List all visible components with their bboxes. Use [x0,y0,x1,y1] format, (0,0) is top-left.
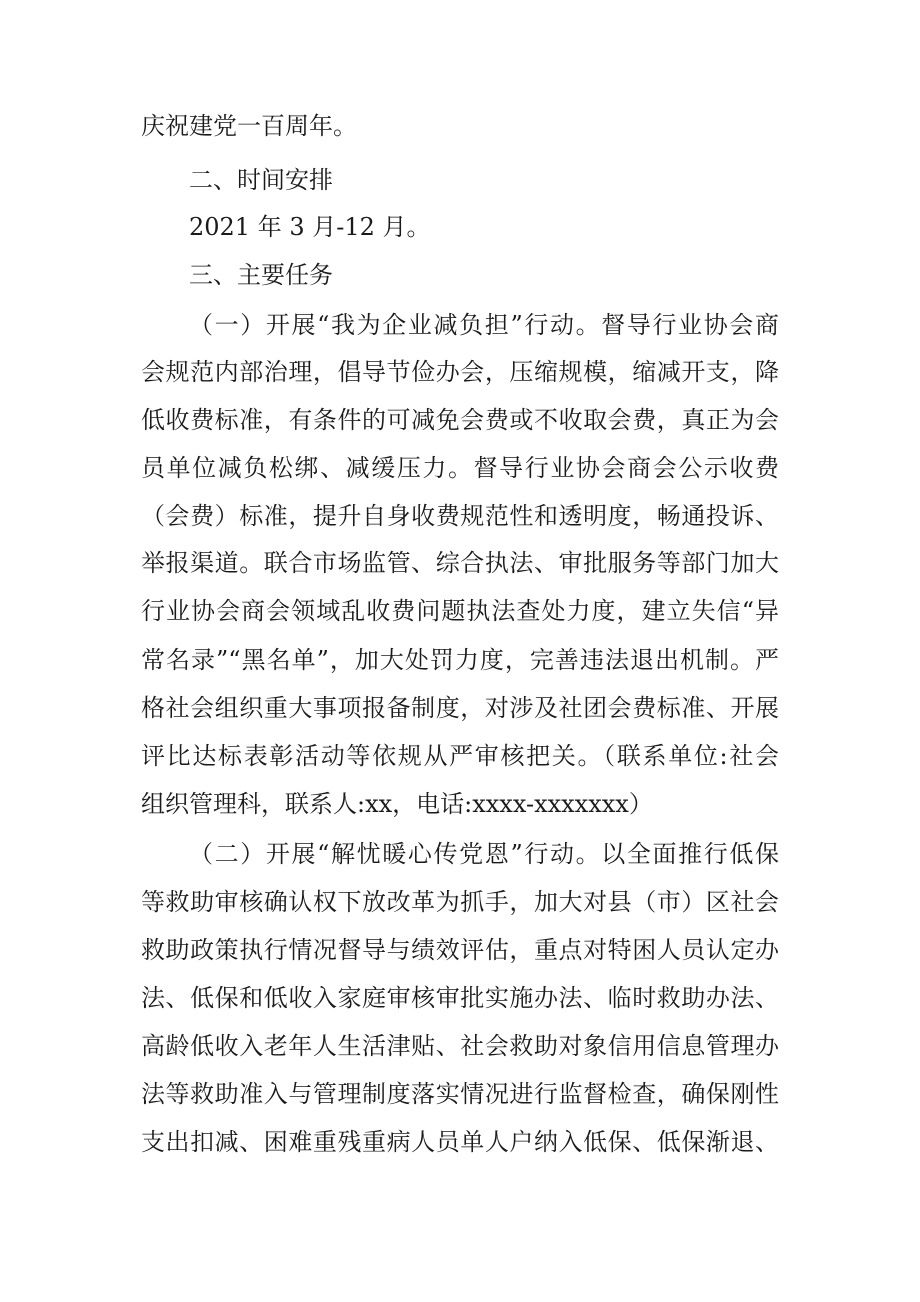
paragraph-2-line: 支出扣减、困难重残重病人员单人户纳入低保、低保渐退、 [141,1128,779,1156]
paragraph-1-line: 行业协会商会领域乱收费问题执法查处力度，建立失信“异 [141,597,779,625]
paragraph-1-line: 举报渠道。联合市场监管、综合执法、审批服务等部门加大 [141,549,779,577]
paragraph-2-line: 法、低保和低收入家庭审核审批实施办法、临时救助办法、 [141,984,779,1012]
schedule-text: 2021 年 3 月-12 月。 [189,213,431,241]
paragraph-1-line: （一）开展“我为企业减负担”行动。督导行业协会商 [189,311,779,339]
paragraph-1-line: 评比达标表彰活动等依规从严审核把关。（联系单位:社会 [141,742,779,770]
paragraph-1-line: 组织管理科，联系人:xx，电话:xxxx-xxxxxxx） [141,790,653,818]
section-heading-schedule: 二、时间安排 [189,166,333,194]
paragraph-2-line: （二）开展“解忧暖心传党恩”行动。以全面推行低保 [189,840,779,868]
text-line: 庆祝建党一百周年。 [141,112,357,140]
paragraph-1-line: 常名录”“黑名单”，加大处罚力度，完善违法退出机制。严 [141,646,779,674]
paragraph-1-line: 低收费标准，有条件的可减免会费或不收取会费，真正为会 [141,406,779,434]
paragraph-1-line: 员单位减负松绑、减缓压力。督导行业协会商会公示收费 [141,454,779,482]
paragraph-2-line: 救助政策执行情况督导与绩效评估，重点对特困人员认定办 [141,936,779,964]
paragraph-2-line: 法等救助准入与管理制度落实情况进行监督检查，确保刚性 [141,1080,779,1108]
paragraph-2-line: 高龄低收入老年人生活津贴、社会救助对象信用信息管理办 [141,1032,779,1060]
section-heading-tasks: 三、主要任务 [189,261,333,289]
paragraph-1-line: （会费）标准，提升自身收费规范性和透明度，畅通投诉、 [141,502,779,530]
paragraph-2-line: 等救助审核确认权下放改革为抓手，加大对县（市）区社会 [141,888,779,916]
paragraph-1-line: 会规范内部治理，倡导节俭办会，压缩规模，缩减开支，降 [141,358,779,386]
paragraph-1-line: 格社会组织重大事项报备制度，对涉及社团会费标准、开展 [141,694,779,722]
